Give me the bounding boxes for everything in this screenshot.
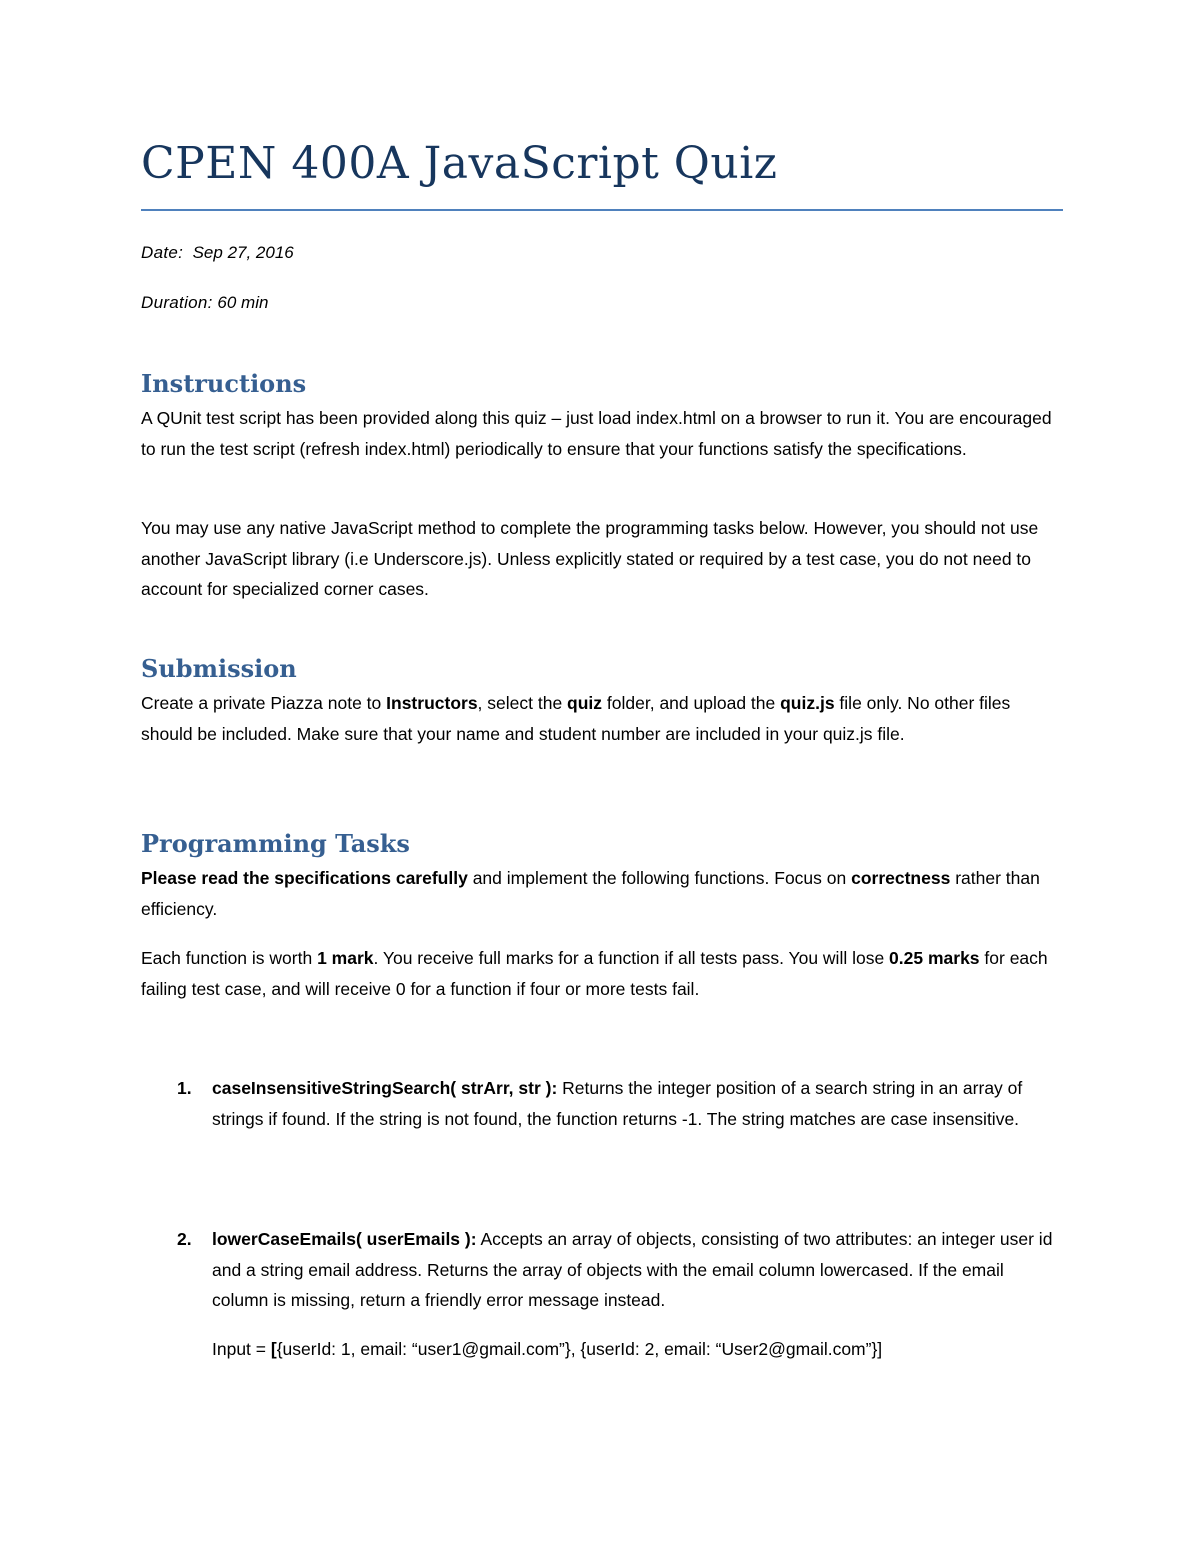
tasks-text-1: and implement the following functions. Focus on <box>467 868 852 888</box>
list-item-number: 2. <box>177 1229 192 1249</box>
tasks-bold-025-marks: 0.25 marks <box>889 948 980 968</box>
date-label: Date: <box>141 243 184 262</box>
instructions-paragraph-1: A QUnit test script has been provided along this quiz – just load index.html on a browser to run it. You are encouraged to run the test script (refresh index.html) periodically to ensure that your functions satisfy the specifications. <box>141 408 1052 459</box>
submission-text-1: Create a private Piazza note to <box>141 693 387 713</box>
submission-text-3: folder, and upload the <box>602 693 781 713</box>
submission-text-2: , select the <box>477 693 568 713</box>
list-item-body <box>212 1073 1063 1134</box>
duration-label: Duration: <box>141 293 213 312</box>
tasks-paragraph-1 <box>141 863 1063 924</box>
submission-paragraph <box>141 688 1063 749</box>
submission-bold-quizjs: quiz.js <box>780 693 835 713</box>
date-line <box>141 243 294 263</box>
duration-line <box>141 293 268 313</box>
programming-tasks-heading: Programming Tasks <box>141 829 410 858</box>
tasks-paragraph-2 <box>141 943 1063 1004</box>
tasks-text-4: . You receive full marks for a function if all tests pass. You will lose <box>373 948 890 968</box>
example-input-value: {userId: 1, email: “user1@gmail.com”}, {userId: 2, email: “User2@gmail.com”}] <box>276 1339 883 1359</box>
submission-bold-quiz: quiz <box>567 693 603 713</box>
example-input-label: Input = <box>212 1339 271 1359</box>
submission-text-4: file only. No other files should be included. Make sure that your name and student number are included in your quiz.js file. <box>141 693 1011 744</box>
instructions-heading: Instructions <box>141 369 307 398</box>
function-description: Accepts an array of objects, consisting of two attributes: an integer user id and a string email address. Returns the array of objects with the email column lowercased. If the email column is missing, return a friendly error message instead. <box>212 1229 1053 1310</box>
example-input-line <box>212 1334 882 1365</box>
tasks-bold-read-spec: Please read the specifications carefully <box>141 868 468 888</box>
function-description: Returns the integer position of a search string in an array of strings if found. If the string is not found, the function returns -1. The string matches are case insensitive. <box>212 1078 1023 1129</box>
function-signature: caseInsensitiveStringSearch( strArr, str ): <box>212 1078 558 1098</box>
instructions-paragraph-2: You may use any native JavaScript method to complete the programming tasks below. However, you should not use another JavaScript library (i.e Underscore.js). Unless explicitly stated or required by a test case, you do not need to account for specialized corner cases. <box>141 518 1039 599</box>
title-underline <box>141 209 1063 211</box>
tasks-text-3: Each function is worth <box>141 948 318 968</box>
list-item-body <box>212 1224 1063 1316</box>
tasks-bold-correctness: correctness <box>851 868 951 888</box>
duration-value: 60 min <box>217 293 269 312</box>
date-value: Sep 27, 2016 <box>192 243 294 262</box>
tasks-text-5: for each failing test case, and will receive 0 for a function if four or more tests fail. <box>141 948 1048 999</box>
tasks-text-2: rather than efficiency. <box>141 868 1040 919</box>
list-item-number: 1. <box>177 1078 192 1098</box>
function-signature: lowerCaseEmails( userEmails ): <box>212 1229 477 1249</box>
tasks-bold-1-mark: 1 mark <box>317 948 374 968</box>
document-title: CPEN 400A JavaScript Quiz <box>141 138 778 189</box>
submission-heading: Submission <box>141 654 297 683</box>
submission-bold-instructors: Instructors <box>386 693 478 713</box>
example-open-bracket: [ <box>270 1339 277 1359</box>
